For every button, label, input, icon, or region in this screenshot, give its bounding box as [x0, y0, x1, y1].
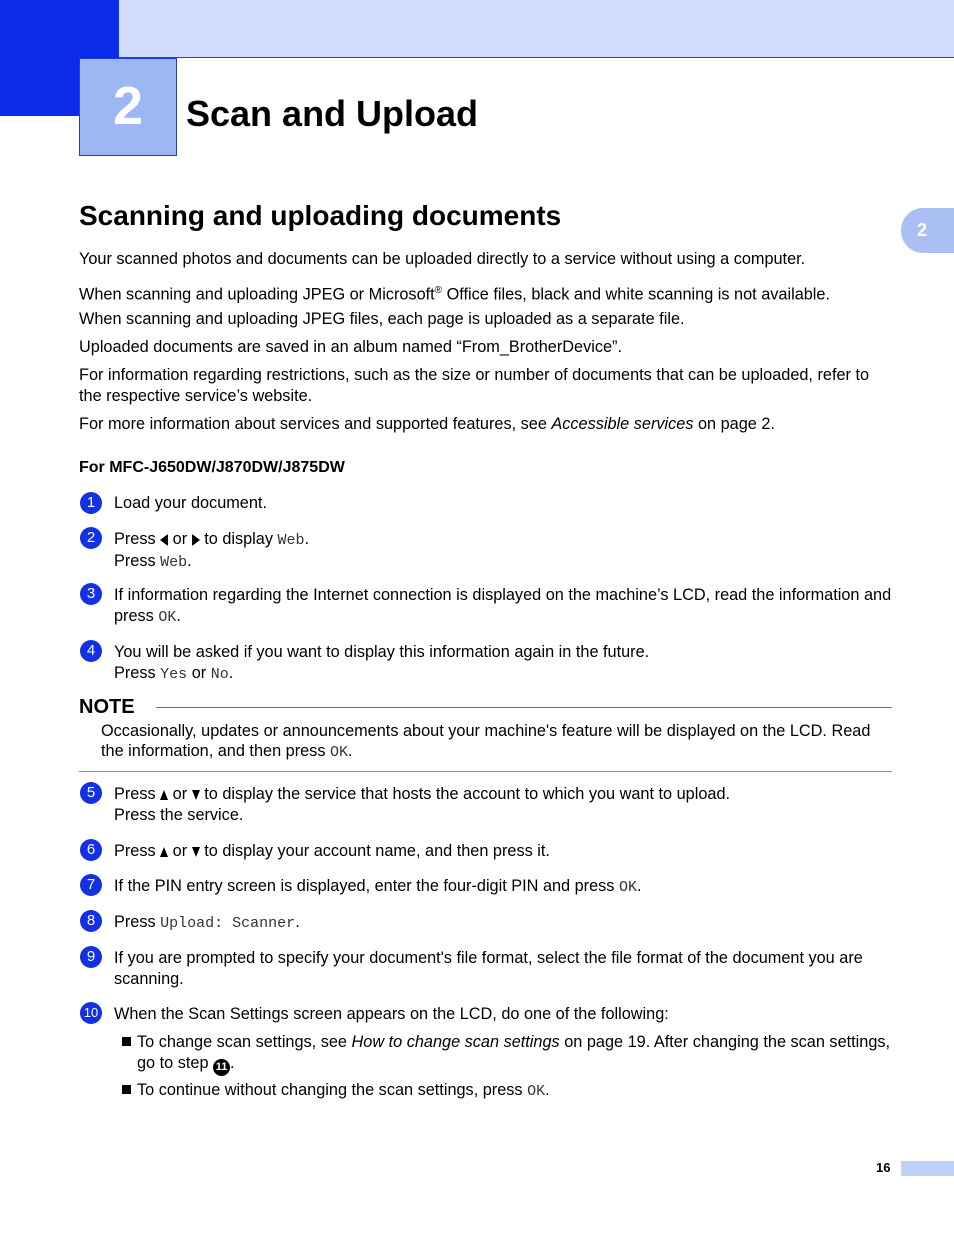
step-1-number: 1	[80, 492, 102, 514]
step-6-text	[114, 841, 894, 862]
step-8-text	[114, 912, 894, 934]
accessible-services-link[interactable]: Accessible services	[551, 415, 694, 433]
step-7-number: 7	[80, 874, 102, 896]
bullet-1-text-b: on page 19. After changing the scan settings, go to step	[137, 1033, 891, 1072]
step-5-or: or	[168, 785, 192, 803]
step-7-code-ok: OK	[618, 879, 637, 896]
step-9-number: 9	[80, 946, 102, 968]
step-1-text: Load your document.	[114, 494, 267, 512]
step-2-line2-code-web: Web	[160, 554, 188, 571]
note-text	[101, 721, 891, 763]
step-2-number: 2	[80, 527, 102, 549]
step-4-period: .	[228, 664, 234, 682]
up-arrow-icon	[160, 847, 168, 857]
step-8-code-upload-scanner: Upload: Scanner	[160, 915, 296, 932]
bullet-continue	[122, 1080, 894, 1102]
step-6-press: Press	[114, 842, 161, 860]
step-5-number: 5	[80, 782, 102, 804]
step-2-press: Press	[114, 530, 161, 548]
step-5-press: Press	[114, 785, 161, 803]
left-arrow-icon	[160, 534, 168, 546]
footer-page-bar	[901, 1161, 954, 1176]
note-code-ok: OK	[329, 744, 348, 761]
step-11-reference-icon: 11	[213, 1059, 230, 1076]
note-bottom-rule	[79, 771, 892, 772]
step-5-text	[114, 784, 894, 826]
step-8-period: .	[295, 913, 300, 931]
intro-p6-text-a: For more information about services and supported features, see	[79, 415, 552, 433]
step-2-or: or	[168, 530, 192, 548]
step-3-period: .	[176, 607, 181, 625]
intro-p2-text-b: Office files, black and white scanning is not available.	[442, 285, 830, 304]
step-8-number: 8	[80, 910, 102, 932]
intro-paragraph-3: When scanning and uploading JPEG files, each page is uploaded as a separate file.	[79, 310, 685, 328]
note-period: .	[348, 742, 353, 760]
step-3-text	[114, 585, 894, 628]
change-scan-settings-link[interactable]: How to change scan settings	[351, 1033, 560, 1051]
step-6-number: 6	[80, 839, 102, 861]
step-9-text: If you are prompted to specify your document's file format, select the file format of the document you are scanning.	[114, 949, 863, 988]
note-label: NOTE	[79, 696, 135, 718]
bullet-square-icon	[122, 1037, 131, 1046]
step-5-body: to display the service that hosts the account to which you want to upload.	[199, 785, 731, 803]
step-2-line2-period: .	[187, 552, 192, 570]
step-2-display: to display	[199, 530, 278, 548]
step-4-body: You will be asked if you want to display this information again in the future.	[114, 643, 650, 661]
step-2-period: .	[304, 530, 310, 548]
intro-paragraph-5: For information regarding restrictions, such as the size or number of documents that can be uploaded, refer to the respective service’s website.	[79, 366, 870, 405]
bullet-2-text: To continue without changing the scan settings, press	[137, 1081, 528, 1099]
right-arrow-icon	[192, 534, 200, 546]
step-7-period: .	[636, 877, 642, 895]
bullet-2-period: .	[545, 1081, 550, 1099]
chapter-side-tab: 2	[901, 208, 954, 253]
step-4-code-yes: Yes	[160, 666, 188, 683]
intro-paragraph-1: Your scanned photos and documents can be uploaded directly to a service without using a computer.	[79, 250, 806, 268]
up-arrow-icon	[160, 790, 168, 800]
step-7-text	[114, 876, 894, 898]
intro-p6-text-b: on page 2.	[693, 415, 775, 433]
step-3-body: If information regarding the Internet connection is displayed on the machine’s LCD, read the information and press	[114, 586, 892, 625]
step-10-number: 10	[80, 1002, 102, 1024]
step-6-body: to display your account name, and then press it.	[199, 842, 550, 860]
model-heading: For MFC-J650DW/J870DW/J875DW	[79, 459, 345, 476]
step-2-text	[114, 529, 894, 573]
bullet-square-icon	[122, 1085, 131, 1094]
step-2-line2-press: Press	[114, 552, 161, 570]
step-4-code-no: No	[210, 666, 229, 683]
note-body: Occasionally, updates or announcements about your machine's feature will be displayed on the LCD. Read the information, and then press	[101, 722, 871, 760]
step-3-number: 3	[80, 583, 102, 605]
section-title: Scanning and uploading documents	[79, 200, 562, 231]
intro-paragraph-2	[79, 280, 894, 305]
note-top-rule	[156, 707, 892, 708]
bullet-change-settings	[122, 1032, 894, 1076]
step-5-line2: Press the service.	[114, 806, 244, 824]
step-4-text	[114, 642, 894, 685]
step-6-or: or	[168, 842, 192, 860]
step-4-number: 4	[80, 640, 102, 662]
intro-paragraph-6	[79, 414, 894, 435]
step-4-press: Press	[114, 664, 161, 682]
down-arrow-icon	[192, 847, 200, 857]
bullet-2-code-ok: OK	[527, 1083, 546, 1100]
step-4-or: or	[187, 664, 211, 682]
step-2-code-web: Web	[277, 532, 305, 549]
step-7-body: If the PIN entry screen is displayed, enter the four-digit PIN and press	[114, 877, 619, 895]
down-arrow-icon	[192, 790, 200, 800]
chapter-title: Scan and Upload	[186, 93, 479, 134]
step-3-code-ok: OK	[158, 609, 177, 626]
registered-mark: ®	[434, 285, 443, 296]
intro-paragraph-4: Uploaded documents are saved in an album named “From_BrotherDevice”.	[79, 338, 622, 356]
step-10-text: When the Scan Settings screen appears on the LCD, do one of the following:	[114, 1005, 669, 1023]
page-number: 16	[876, 1160, 891, 1175]
bullet-1-text-a: To change scan settings, see	[137, 1033, 352, 1051]
header-band	[0, 0, 954, 58]
chapter-number-box: 2	[79, 58, 177, 156]
bullet-1-period: .	[230, 1054, 235, 1072]
intro-p2-text-a: When scanning and uploading JPEG or Microsoft	[79, 285, 435, 304]
step-8-press: Press	[114, 913, 161, 931]
